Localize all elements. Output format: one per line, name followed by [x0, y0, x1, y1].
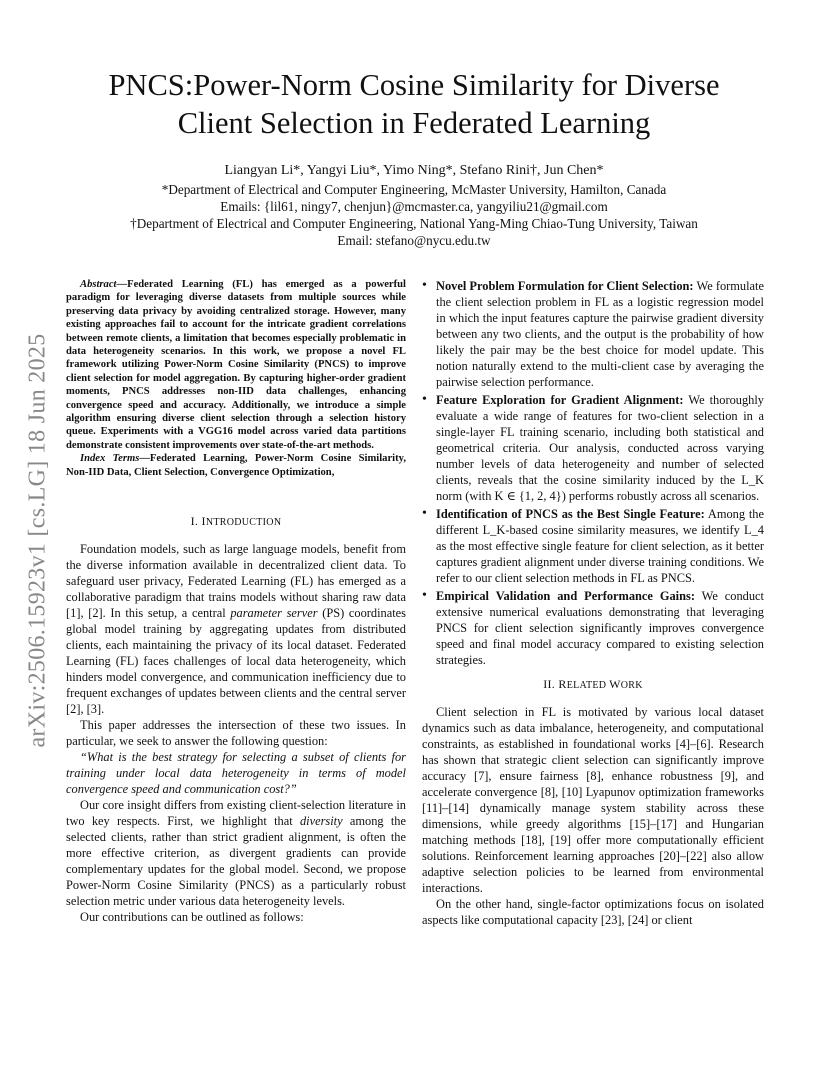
- heading-smallcaps: ORK: [620, 680, 643, 691]
- contribution-heading: Empirical Validation and Performance Gains:: [436, 589, 695, 603]
- affiliation-2: †Department of Electrical and Computer Engineering, National Yang-Ming Chiao-Tung University, Taiwan: [130, 216, 698, 231]
- related-paragraph-1: Client selection in FL is motivated by various local dataset dynamics such as data imbalance, heterogeneity, and computational constraints, as established in foundational works [4]–[6]. Research has shown that strategic client selection can significantly improve accuracy [7], ensure fairness [8], enhance robustness [9], and accelerate convergence [8], [10] Lyapunov optimization frameworks [11]–[14] dynamically manage system stability across these dimensions, while greedy algorithms [15]–[17] and Hungarian matching methods [18], [19] offer more computationally efficient solutions. Reinforcement learning approaches [20]–[22] also allow adaptive selection policies to be learned from environmental interactions.: [422, 705, 764, 895]
- heading-smallcaps: ELATED: [566, 680, 610, 691]
- intro-p3-part-a: Our core insight differs from existing client-selection literature in two key respects. First, we highlight that: [66, 798, 406, 829]
- title-line-1: PNCS:Power-Norm Cosine Similarity for Diverse: [108, 68, 720, 102]
- contribution-heading: Feature Exploration for Gradient Alignment:: [436, 393, 684, 407]
- abstract-text: —Federated Learning (FL) has emerged as a powerful paradigm for leveraging diverse datasets from multiple sources while preserving data privacy by avoiding centralized storage. However, many existing approaches fail to account for the intricate gradient correlations between remote clients, a limitation that becomes especially problematic in data heterogeneity scenarios. In this work, we propose a novel FL framework utilizing Power-Norm Cosine Similarity (PNCS) to improve client selection for model aggregation. By capturing higher-order gradient moments, PNCS addresses non-IID data challenges, enhancing convergence speed and accuracy. Additionally, we introduce a simple algorithm ensuring diverse client selection through a selection history queue. Experiments with a VGG16 model across varied data partitions demonstrate consistent improvements over state-of-the-art methods.: [66, 279, 406, 451]
- contribution-text: Among the different L_K-based cosine similarity measures, we identify L_4 as the most effective single feature for client selection, as it better captures gradient alignment under diverse training conditions. We refer to our client selection methods in FL as PNCS.: [436, 507, 764, 585]
- affiliation-1: *Department of Electrical and Computer Engineering, McMaster University, Hamilton, Canada: [161, 182, 667, 197]
- author-names: Liangyan Li*, Yangyi Liu*, Yimo Ning*, Stefano Rini†, Jun Chen*: [224, 163, 604, 178]
- contribution-item: [422, 588, 764, 668]
- intro-paragraph-3: [66, 797, 406, 909]
- contribution-item: [422, 392, 764, 504]
- intro-p3-part-b: among the selected clients, rather than strict gradient alignment, is often the more effective criterion, as divergent gradients can provide complementary updates for the global model. Second, we propose Power-Norm Cosine Similarity (PNCS) as a particularly robust selection metric under various data heterogeneity levels.: [66, 814, 406, 909]
- title-line-2: Client Selection in Federated Learning: [177, 106, 651, 140]
- intro-p3-emphasis: diversity: [299, 814, 343, 829]
- abstract: [66, 278, 406, 479]
- heading-smallcaps: NTRODUCTION: [205, 517, 282, 529]
- intro-paragraph-1: [66, 541, 406, 717]
- heading-initial: W: [609, 677, 621, 691]
- index-terms-label: Index Terms: [80, 453, 140, 465]
- contribution-text: We formulate the client selection problem in FL as a logistic regression model in which the input features capture the pairwise gradient diversity between any two clients, and the output is the probability of how likely the pair may be the best choice for model update. This notion naturally extend to the multi-client case by averaging the pairwise selection performance.: [436, 279, 765, 389]
- contribution-item: [422, 506, 764, 586]
- right-column: [422, 278, 764, 928]
- contribution-heading: Novel Problem Formulation for Client Selection:: [436, 279, 694, 293]
- emails-1: Emails: {lil61, ningy7, chenjun}@mcmaster.ca, yangyiliu21@gmail.com: [220, 199, 608, 214]
- research-question: “What is the best strategy for selecting a subset of clients for training under local data heterogeneity in terms of model convergence speed and communication cost?”: [66, 750, 406, 797]
- heading-initial: I: [201, 514, 206, 529]
- intro-p1-emphasis: parameter server: [230, 606, 318, 621]
- email-2: Email: stefano@nycu.edu.tw: [337, 233, 491, 248]
- index-terms-text: —Federated Learning, Power-Norm Cosine Similarity, Non-IID Data, Client Selection, Convergence Optimization,: [66, 453, 406, 478]
- section-number: I.: [190, 514, 202, 529]
- intro-p1-part-b: (PS) coordinates global model training by aggregating updates from distributed clients, each maintaining the privacy of its local dataset. Federated Learning (FL) faces challenges of local data heterogeneity, which hinders model convergence, and communication inefficiency due to frequent exchanges of updates between clients and the central server [2], [3].: [66, 606, 406, 717]
- section-heading-introduction: [66, 513, 406, 531]
- section-number: II.: [543, 677, 559, 691]
- arxiv-identifier-text: arXiv:2506.15923v1 [cs.LG] 18 Jun 2025: [24, 332, 51, 748]
- intro-paragraph-2: This paper addresses the intersection of these two issues. In particular, we seek to answer the following question:: [66, 718, 406, 749]
- intro-paragraph-4: Our contributions can be outlined as follows:: [80, 910, 304, 925]
- contributions-list: [422, 278, 764, 668]
- heading-initial: R: [558, 677, 567, 691]
- related-paragraph-2: On the other hand, single-factor optimizations focus on isolated aspects like computational capacity [23], [24] or client: [422, 897, 764, 927]
- section-heading-related-work: [422, 676, 764, 694]
- author-block: [60, 162, 768, 249]
- contribution-text: We conduct extensive numerical evaluations demonstrating that leveraging PNCS for client selection significantly improves convergence speed and final model accuracy compared to existing selection strategies.: [436, 589, 764, 667]
- abstract-label: Abstract: [80, 279, 117, 290]
- contribution-heading: Identification of PNCS as the Best Single Feature:: [436, 507, 705, 521]
- contribution-text: We thoroughly evaluate a wide range of features for two-client selection in a single-layer FL training scenario, including both statistical and geometrical criteria. Our analysis, conducted across varying number levels of data heterogeneity and number of selected clients, reveals that the cosine similarity induced by the L_K norm (with K ∈ {1, 2, 4}) performs robustly across all scenarios.: [436, 393, 764, 503]
- left-column: [66, 278, 406, 925]
- intro-p1-part-a: Foundation models, such as large language models, benefit from the diverse information available in decentralized client data. To safeguard user privacy, Federated Learning (FL) has emerged as a collaborative paradigm that trains models without sharing raw data [1], [2]. In this setup, a central: [66, 542, 406, 621]
- paper-title: [60, 66, 768, 142]
- arxiv-identifier: [16, 300, 60, 780]
- contribution-item: [422, 278, 764, 390]
